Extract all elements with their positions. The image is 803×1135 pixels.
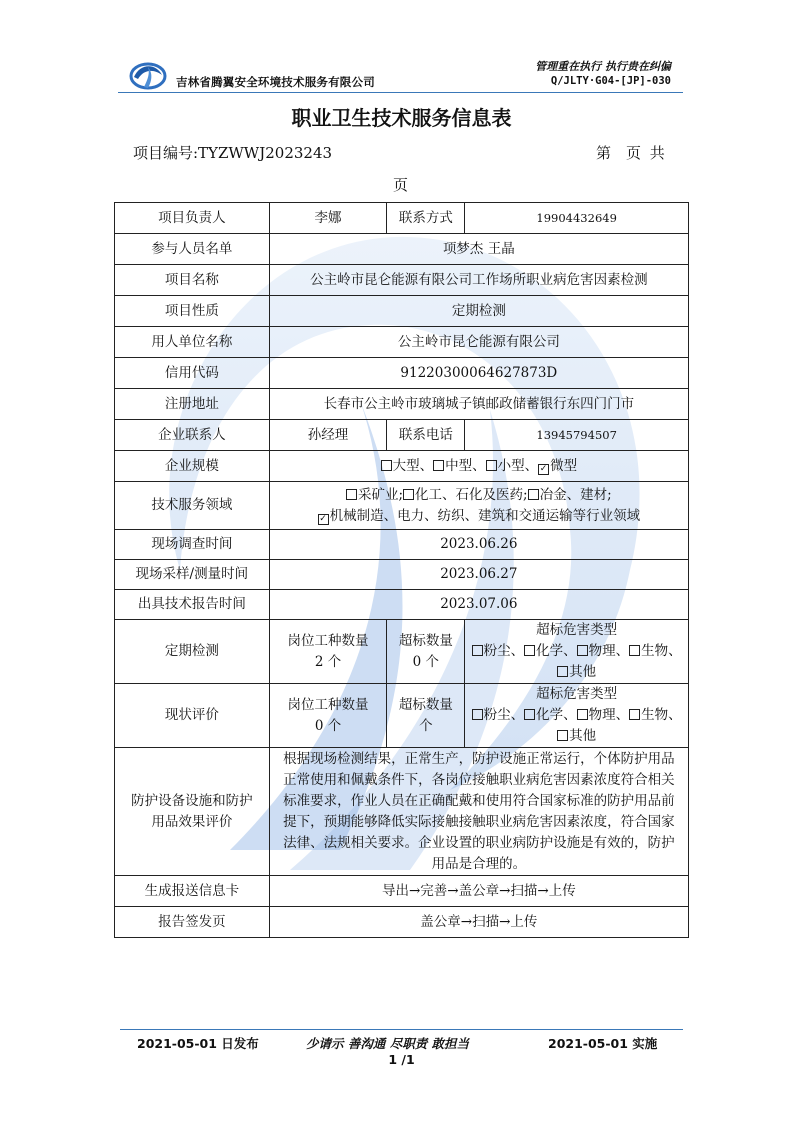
contact-label: 联系方式: [387, 203, 465, 234]
separator: 、: [668, 707, 682, 723]
checkbox-unchecked[interactable]: [528, 489, 539, 500]
contact-value: 19904432649: [465, 203, 689, 234]
footer-slogan: 少请示 善沟通 尽职责 敢担当: [306, 1036, 470, 1051]
periodic-hazard-title: 超标危害类型: [536, 622, 618, 638]
checkbox-unchecked[interactable]: [577, 709, 588, 720]
checkbox-label: 微型: [550, 457, 578, 474]
checkbox-unchecked[interactable]: [346, 489, 357, 500]
project-nature-value: 定期检测: [269, 296, 688, 327]
protection-eval-label: 防护设备设施和防护用品效果评价: [115, 748, 270, 876]
sign-page-label: 报告签发页: [115, 907, 270, 938]
hazard-option-label: 粉尘: [483, 707, 511, 723]
hazard-option-label: 生物: [641, 643, 669, 659]
checkbox-label: 小型: [497, 457, 525, 474]
hazard-option-label: 物理: [588, 707, 616, 723]
separator: 、: [563, 643, 577, 659]
status-exceed-value: 个: [419, 717, 433, 734]
periodic-exceed-label: 超标数量: [398, 632, 453, 649]
periodic-label: 定期检测: [115, 620, 270, 684]
table-row: [115, 358, 689, 389]
enterprise-contact-label: 企业联系人: [115, 420, 270, 451]
separator: 、: [472, 457, 486, 474]
page-title: 职业卫生技术服务信息表: [291, 106, 512, 130]
periodic-exceed-value: 0 个: [412, 653, 440, 670]
periodic-hazard-options: [469, 641, 684, 683]
scale-label: 企业规模: [115, 451, 270, 482]
address-value: 长春市公主岭市玻璃城子镇邮政储蓄银行东四门门市: [269, 389, 688, 420]
company-logo-icon: [128, 57, 168, 91]
table-row: [115, 620, 689, 684]
separator: 、: [419, 457, 434, 474]
checkbox-label: 冶金、建材;: [539, 486, 612, 503]
leader-label: 项目负责人: [115, 203, 270, 234]
checkbox-label: 中型: [445, 457, 473, 474]
status-hazard-options: [469, 705, 684, 747]
separator: 、: [563, 707, 577, 723]
footer-divider: [120, 1029, 683, 1030]
table-row: [115, 296, 689, 327]
table-row: [115, 876, 689, 907]
table-row: [115, 530, 689, 560]
table-row: [115, 389, 689, 420]
employer-value: 公主岭市昆仑能源有限公司: [269, 327, 688, 358]
report-time-value: 2023.07.06: [269, 590, 688, 620]
status-label: 现状评价: [115, 684, 270, 748]
hazard-option-label: 化学: [536, 707, 564, 723]
status-posts-label: 岗位工种数量: [287, 696, 369, 713]
status-exceed-label: 超标数量: [398, 696, 453, 713]
page-counter-cont: 页: [393, 176, 409, 194]
leader-value: 李娜: [269, 203, 387, 234]
table-row: [115, 684, 689, 748]
table-row: [115, 560, 689, 590]
table-row: [115, 234, 689, 265]
hazard-option-label: 其他: [569, 664, 597, 680]
separator: 、: [668, 643, 682, 659]
address-label: 注册地址: [115, 389, 270, 420]
checkbox-unchecked[interactable]: [472, 709, 483, 720]
separator: 、: [615, 707, 630, 723]
checkbox-unchecked[interactable]: [577, 645, 588, 656]
checkbox-unchecked[interactable]: [381, 460, 392, 471]
sampling-time-label: 现场采样/测量时间: [115, 560, 270, 590]
phone-value: 13945794507: [465, 420, 689, 451]
checkbox-unchecked[interactable]: [433, 460, 444, 471]
checkbox-unchecked[interactable]: [524, 709, 535, 720]
employer-label: 用人单位名称: [115, 327, 270, 358]
status-posts: [269, 684, 387, 748]
status-posts-value: 0 个: [314, 717, 342, 734]
footer-issue-date: 2021-05-01 日发布: [137, 1036, 259, 1051]
service-domain-options: [269, 482, 688, 530]
table-row: [115, 265, 689, 296]
table-row: [115, 420, 689, 451]
table-row: [115, 482, 689, 530]
table-row: [115, 748, 689, 876]
page-counter: 第 页 共: [596, 144, 665, 162]
report-time-label: 出具技术报告时间: [115, 590, 270, 620]
table-row: [115, 907, 689, 938]
checkbox-unchecked[interactable]: [557, 666, 568, 677]
status-hazard-title: 超标危害类型: [536, 686, 618, 702]
info-card-flow: 导出→完善→盖公章→扫描→上传: [269, 876, 688, 907]
document-number: Q/JLTY·G04-[JP]-030: [550, 75, 671, 87]
checkbox-label: 化工、石化及医药;: [415, 486, 528, 503]
credit-code-value: 91220300064627873D: [269, 358, 688, 389]
table-row: [115, 590, 689, 620]
table-row: [115, 451, 689, 482]
status-exceed: [387, 684, 465, 748]
participants-value: 项梦杰 王晶: [269, 234, 688, 265]
page-header: [0, 0, 803, 100]
checkbox-unchecked[interactable]: [557, 730, 568, 741]
sign-page-flow: 盖公章→扫描→上传: [269, 907, 688, 938]
sampling-time-value: 2023.06.27: [269, 560, 688, 590]
checkbox-label: 大型: [392, 457, 420, 474]
domain-checkbox-line: [274, 485, 684, 506]
hazard-option-label: 其他: [569, 728, 597, 744]
info-card-label: 生成报送信息卡: [115, 876, 270, 907]
checkbox-unchecked[interactable]: [403, 489, 414, 500]
scale-options: [269, 451, 688, 482]
project-number: 项目编号:TYZWWJ2023243: [133, 144, 333, 162]
periodic-posts: [269, 620, 387, 684]
table-row: [115, 327, 689, 358]
separator: 、: [615, 643, 630, 659]
header-divider: [118, 92, 683, 93]
participants-label: 参与人员名单: [115, 234, 270, 265]
service-domain-label: 技术服务领域: [115, 482, 270, 530]
status-hazard-types: [465, 684, 689, 748]
checkbox-unchecked[interactable]: [524, 645, 535, 656]
credit-code-label: 信用代码: [115, 358, 270, 389]
checkbox-checked[interactable]: ✓: [539, 463, 548, 474]
separator: 、: [510, 643, 525, 659]
table-row: [115, 203, 689, 234]
scale-checkbox-list: [381, 458, 578, 474]
checkbox-unchecked[interactable]: [629, 645, 640, 656]
protection-eval-text: 根据现场检测结果，正常生产，防护设施正常运行，个体防护用品正常使用和佩戴条件下，各岗位接触职业病危害因素浓度符合相关标准要求，作业人员在正确配戴和使用符合国家标准的防护用品前提下，预期能够降低实际接触接触职业病危害因素浓度，符合国家法律、法规相关要求。企业设置的职业病防护设施是有效的，防护用品是合理的。: [269, 748, 688, 876]
separator: 、: [524, 457, 539, 474]
checkbox-checked[interactable]: ✓: [319, 513, 327, 524]
enterprise-contact-value: 孙经理: [269, 420, 387, 451]
periodic-posts-value: 2 个: [314, 653, 342, 670]
hazard-option-label: 生物: [641, 707, 669, 723]
hazard-option-label: 化学: [536, 643, 564, 659]
domain-checkbox-line: [274, 506, 684, 527]
periodic-posts-label: 岗位工种数量: [287, 632, 369, 649]
checkbox-label: 采矿业;: [357, 486, 404, 503]
info-table: [114, 202, 689, 938]
project-nature-label: 项目性质: [115, 296, 270, 327]
hazard-option-label: 物理: [588, 643, 616, 659]
checkbox-label: 机械制造、电力、纺织、建筑和交通运输等行业领域: [329, 507, 641, 524]
periodic-exceed: [387, 620, 465, 684]
header-motto: 管理重在执行 执行贵在纠偏: [535, 60, 671, 73]
page-number: 1 /1: [388, 1052, 415, 1067]
survey-time-label: 现场调查时间: [115, 530, 270, 560]
hazard-option-label: 粉尘: [483, 643, 511, 659]
separator: 、: [510, 707, 525, 723]
checkbox-unchecked[interactable]: [472, 645, 483, 656]
checkbox-unchecked[interactable]: [486, 460, 497, 471]
project-name-value: 公主岭市昆仑能源有限公司工作场所职业病危害因素检测: [269, 265, 688, 296]
checkbox-unchecked[interactable]: [629, 709, 640, 720]
footer-effective-date: 2021-05-01 实施: [548, 1036, 658, 1051]
phone-label: 联系电话: [387, 420, 465, 451]
survey-time-value: 2023.06.26: [269, 530, 688, 560]
periodic-hazard-types: [465, 620, 689, 684]
project-name-label: 项目名称: [115, 265, 270, 296]
company-name: 吉林省腾翼安全环境技术服务有限公司: [176, 75, 375, 89]
